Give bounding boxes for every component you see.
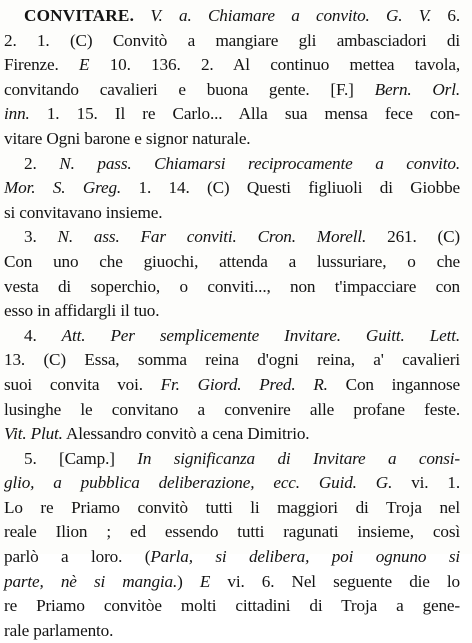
text-line — [4, 102, 460, 127]
text-run: 6. — [431, 6, 460, 25]
text-line — [4, 422, 460, 447]
text-line — [4, 53, 460, 78]
italic-text: Fr. Giord. Pred. R. — [160, 374, 328, 394]
text-run: 2. — [24, 153, 60, 173]
text-line — [4, 250, 460, 275]
text-run: rale parlamento. — [4, 620, 114, 640]
text-run — [134, 6, 150, 25]
text-run: re Priamo convitòe molti cittadini di Troja a gene- — [4, 596, 460, 616]
text-run: Lo re Priamo convitò tutti li maggiori di Troja nel — [4, 497, 460, 517]
text-run: Firenze. — [4, 55, 79, 75]
text-run: 3. — [24, 227, 58, 247]
text-run: lusinghe le convitano a convenire alle profane feste. — [4, 399, 460, 419]
text-run: Con uno che giuochi, attenda a lussuriare, o che — [4, 251, 460, 271]
text-line — [4, 348, 460, 373]
italic-text: In significanza di Invitare a consi- — [137, 448, 460, 468]
text-line — [4, 225, 460, 250]
text-run: 1. 14. (C) Questi figliuoli di Giobbe — [121, 178, 460, 198]
text-run: 2. 1. (C) Convitò a mangiare gli ambasciadori di — [4, 30, 460, 50]
text-line — [4, 398, 460, 423]
text-run: 5. [Camp.] — [24, 448, 138, 468]
italic-text: V. a. Chiamare a convito. G. V. — [150, 6, 432, 25]
italic-text: parte, nè si mangia. — [4, 571, 178, 591]
text-run: Con ingannose — [327, 374, 460, 394]
text-run: 1. 15. Il re Carlo... Alla sua mensa fece con- — [29, 104, 460, 124]
text-line — [4, 4, 460, 29]
text-line — [4, 324, 460, 349]
text-line — [4, 545, 460, 570]
headword: CONVITARE. — [24, 6, 135, 25]
italic-text: Att. Per semplicemente Invitare. Guitt. Lett. — [61, 325, 460, 345]
dictionary-entry-convitare — [4, 4, 460, 643]
text-line — [4, 78, 460, 103]
text-run: suoi convita voi. — [4, 374, 161, 394]
text-run: 10. 136. 2. Al continuo mettea tavola, — [89, 55, 461, 75]
text-run: vi. 6. Nel seguente die lo — [210, 571, 460, 591]
text-run: ) — [177, 571, 200, 591]
italic-text: inn. — [4, 104, 30, 124]
text-line — [4, 619, 460, 643]
text-run: vi. 1. — [392, 473, 460, 493]
text-run: parlò a loro. ( — [4, 547, 151, 567]
italic-text: E — [79, 55, 90, 75]
text-run: esso in affidargli il tuo. — [4, 301, 160, 321]
text-line — [4, 447, 460, 472]
italic-text: Parla, si delibera, poi ognuno si — [150, 547, 461, 567]
text-run: reale Ilion ; ed essendo tutti ragunati insieme, così — [4, 522, 460, 542]
text-line — [4, 201, 460, 226]
text-run: 4. — [24, 325, 62, 345]
text-run: 13. (C) Essa, somma reina d'ogni reina, a' cavalieri — [4, 350, 460, 370]
italic-text: glio, a pubblica deliberazione, ecc. Guid. G. — [4, 473, 393, 493]
italic-text: Vit. Plut. — [4, 424, 63, 444]
text-line — [4, 275, 460, 300]
text-line — [4, 152, 460, 177]
text-line — [4, 29, 460, 54]
text-line — [4, 127, 460, 152]
text-line — [4, 594, 460, 619]
text-run: si convitavano insieme. — [4, 202, 163, 222]
text-line — [4, 570, 460, 595]
text-line — [4, 373, 460, 398]
italic-text: N. ass. Far conviti. Cron. Morell. — [57, 227, 367, 247]
text-run: 261. (C) — [366, 227, 460, 247]
text-line — [4, 299, 460, 324]
italic-text: Bern. Orl. — [374, 79, 460, 99]
text-run: Alessandro convitò a cena Dimitrio. — [62, 424, 310, 444]
italic-text: E — [199, 571, 211, 591]
text-line — [4, 176, 460, 201]
text-line — [4, 496, 460, 521]
text-line — [4, 520, 460, 545]
italic-text: Mor. S. Greg. — [4, 178, 122, 198]
text-run: convitando cavalieri e buona gente. [F.] — [4, 79, 375, 99]
italic-text: N. pass. Chiamarsi reciprocamente a convito. — [59, 153, 460, 173]
text-run: vitare Ogni barone e signor naturale. — [4, 128, 251, 148]
text-run: vesta di soperchio, o conviti..., non t'impacciare con — [4, 276, 460, 296]
text-line — [4, 471, 460, 496]
